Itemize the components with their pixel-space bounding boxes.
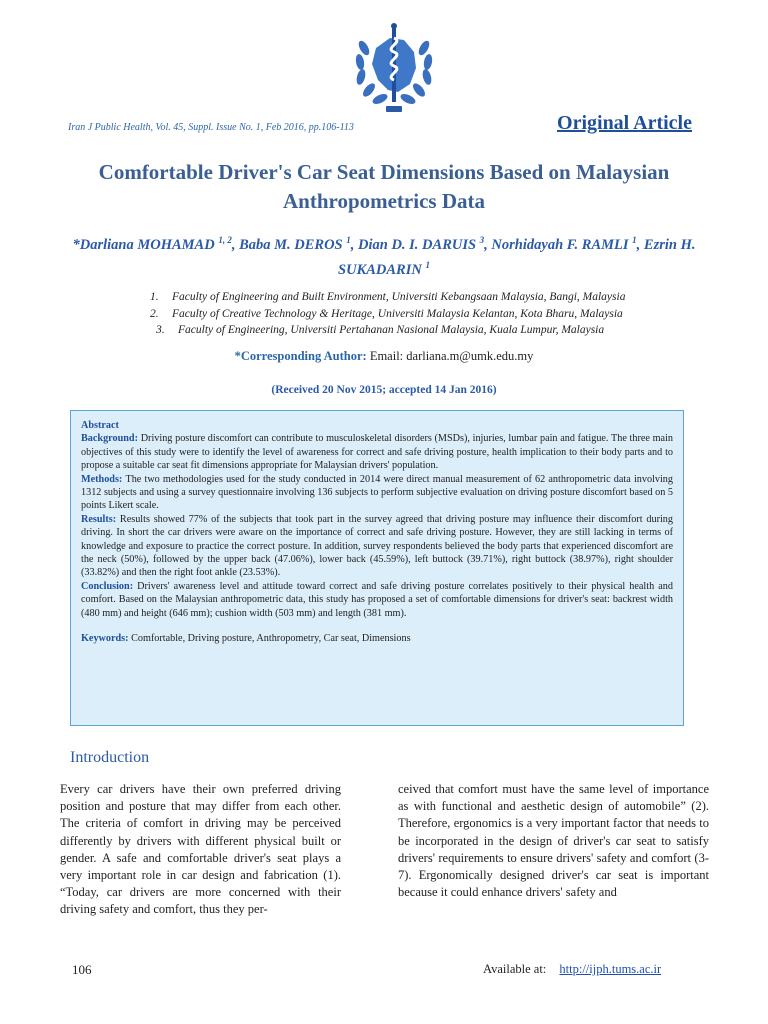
affiliation-text: Faculty of Creative Technology & Heritage, Universiti Malaysia Kelantan, Kota Bharu, Malaysia bbox=[172, 307, 623, 320]
abstract-section bbox=[81, 432, 673, 472]
abstract-section-text: The two methodologies used for the study conducted in 2014 were direct manual measurement of 62 anthropometric data involving 1312 subjects and using a survey questionnaire involving 136 subjects to perform subjective evaluation on driving posture discomfort based on 5 points Likert scale. bbox=[81, 473, 673, 512]
corresponding-author bbox=[0, 349, 768, 364]
abstract-section-text: Driving posture discomfort can contribute to musculoskeletal disorders (MSDs), injuries, lumbar pain and fatigue. The three main objectives of this study were to identify the level of awareness for correct and safe driving posture, health implication to their body parts and to propose a suitable car seat fit dimensions appropriate for Malaysian drivers' population. bbox=[81, 433, 673, 472]
intro-column-right: ceived that comfort must have the same level of importance as with functional and aesthetic design of automobile” (2). Therefore, ergonomics is a very important factor that needs to be incorporated in the design of driver's car seat to satisfy drivers' requirements to ensure drivers' safety and comfort (3-7). Ergonomically designed driver's car seat is important because it could enhance drivers' safety and bbox=[398, 782, 709, 900]
paper-title: Comfortable Driver's Car Seat Dimensions Based on Malaysian Anthropometrics Data bbox=[98, 160, 670, 213]
section-heading-introduction: Introduction bbox=[70, 749, 150, 766]
journal-url-link[interactable]: http://ijph.tums.ac.ir bbox=[559, 962, 662, 976]
journal-logo bbox=[352, 18, 436, 116]
author-affiliation-mark: 3 bbox=[479, 235, 485, 245]
author-separator: , bbox=[484, 236, 492, 253]
author-name: Dian D. I. DARUIS bbox=[358, 236, 480, 253]
page-number: 106 bbox=[72, 962, 92, 977]
author-name: Norhidayah F. RAMLI bbox=[491, 236, 633, 253]
abstract-section-label: Conclusion: bbox=[81, 580, 138, 592]
affiliation-item bbox=[150, 306, 625, 323]
keywords-text: Comfortable, Driving posture, Anthropometry, Car seat, Dimensions bbox=[131, 633, 411, 645]
keywords-label: Keywords: bbox=[81, 633, 129, 645]
author-separator: , bbox=[231, 236, 240, 253]
author-name: Baba M. DEROS bbox=[239, 236, 347, 253]
abstract-section-text: Drivers' awareness level and attitude toward correct and safe driving posture correlates positively to their physical health and comfort. Based on the Malaysian anthropometric data, this study has proposed a set of comfortable dimensions for driver's seat: backrest width (480 mm) and height (646 mm); cushion width (503 mm) and length (381 mm). bbox=[81, 580, 673, 619]
who-emblem-icon bbox=[352, 18, 436, 116]
author-name: *Darliana MOHAMAD bbox=[72, 236, 219, 253]
author-list bbox=[70, 230, 698, 280]
affiliation-number: 1. bbox=[150, 291, 159, 303]
abstract-heading: Abstract bbox=[81, 420, 119, 431]
corresponding-author-email: Email: darliana.m@umk.edu.my bbox=[369, 349, 534, 363]
affiliation-text: Faculty of Engineering, Universiti Pertahanan Nasional Malaysia, Kuala Lumpur, Malaysia bbox=[178, 324, 605, 336]
abstract-section-text: Results showed 77% of the subjects that took part in the survey agreed that driving posture may influence their discomfort during driving. In short the car drivers were aware on the importance of correct and safe driving posture. However, they are still lacking in terms of knowledge and exposure to practice the correct posture. In addition, survey respondents believed the body parts that experienced discomfort are the neck (50%), followed by the upper back (47.06%), lower back (45.59%), left buttock (39.71%), right buttock (38.97%), right shoulder (33.82%) and then the right foot ankle (23.53%). bbox=[81, 513, 673, 579]
author-separator: , bbox=[636, 236, 644, 253]
author-affiliation-mark: 1 bbox=[346, 235, 351, 245]
abstract-section bbox=[81, 473, 673, 513]
abstract-box bbox=[70, 410, 684, 726]
affiliation-item bbox=[150, 322, 625, 339]
affiliation-number: 2. bbox=[150, 307, 159, 320]
available-label: Available at: bbox=[483, 962, 547, 976]
corresponding-author-label: *Corresponding Author: bbox=[234, 349, 367, 363]
abstract-section bbox=[81, 580, 673, 620]
availability-line bbox=[483, 962, 661, 977]
affiliation-item bbox=[150, 289, 625, 306]
author-separator: , bbox=[350, 236, 358, 253]
received-dates: (Received 20 Nov 2015; accepted 14 Jan 2016) bbox=[271, 384, 497, 396]
intro-column-left: Every car drivers have their own preferred driving position and posture that may differ from each other. The criteria of comfort in driving may be perceived differently by drivers with different physical built or gender. A safe and comfortable driver's seat plays a very important role in car design and fabrication (1). “Today, car drivers are more concerned with their driving safety and comfort, thus they per- bbox=[60, 782, 341, 917]
affiliation-text: Faculty of Engineering and Built Environment, Universiti Kebangsaan Malaysia, Bangi, Malaysia bbox=[172, 291, 626, 303]
article-type-label: Original Article bbox=[557, 112, 692, 134]
affiliation-number: 3. bbox=[156, 324, 165, 336]
author-affiliation-mark: 1, 2 bbox=[218, 235, 232, 245]
affiliation-list bbox=[150, 289, 625, 339]
abstract-section bbox=[81, 513, 673, 580]
author-name: Ezrin H. SUKADARIN bbox=[338, 236, 696, 278]
author-affiliation-mark: 1 bbox=[425, 259, 430, 270]
abstract-section-label: Methods: bbox=[81, 473, 126, 485]
journal-citation: Iran J Public Health, Vol. 45, Suppl. Issue No. 1, Feb 2016, pp.106-113 bbox=[68, 122, 354, 133]
keywords bbox=[81, 632, 673, 645]
author-affiliation-mark: 1 bbox=[632, 235, 637, 245]
abstract-section-label: Results: bbox=[81, 513, 120, 525]
abstract-sections bbox=[81, 432, 673, 620]
abstract-section-label: Background: bbox=[81, 433, 141, 445]
